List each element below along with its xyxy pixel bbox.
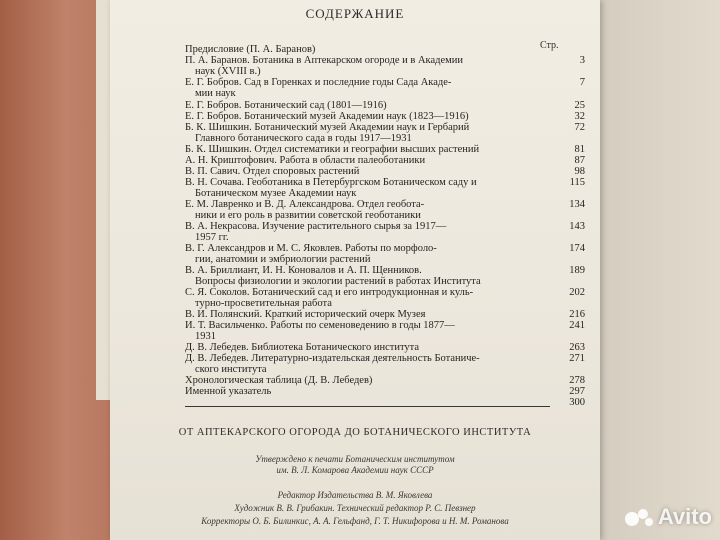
toc-entry-page: 143	[569, 221, 585, 232]
toc-entry-page: 189	[569, 265, 585, 276]
toc-entry-page: 72	[574, 122, 585, 133]
avito-logo-icon	[624, 506, 654, 528]
toc-entry	[185, 77, 585, 99]
toc-entry-page: 216	[569, 309, 585, 320]
toc-entry-text: В. Н. Сочава. Геоботаника в Петербургском Ботаническом саду и	[185, 177, 477, 188]
toc-entry-page: 87	[574, 155, 585, 166]
toc-entry-page: 263	[569, 342, 585, 353]
toc-entry-page: 32	[574, 111, 585, 122]
background-surface-left	[0, 0, 110, 540]
imprint-editor: Редактор Издательства В. М. Яковлева	[277, 490, 433, 500]
toc-entry-text: Д. В. Лебедев. Литературно-издательская деятельность Ботаниче-	[185, 353, 480, 364]
toc-entry-page: 134	[569, 199, 585, 210]
book-page	[110, 0, 600, 540]
toc-entry-page: 174	[569, 243, 585, 254]
toc-entry-page: 278	[569, 375, 585, 386]
toc-entry	[185, 320, 585, 342]
toc-entry-text: В. И. Полянский. Краткий исторический очерк Музея	[185, 309, 426, 320]
toc-entry-text: гии, анатомии и эмбриологии растений	[195, 254, 371, 265]
toc-entry-text: ники и его роль в развитии советской геоботаники	[195, 210, 421, 221]
toc-entry-text: наук (XVIII в.)	[195, 66, 261, 77]
toc-entry-page: 202	[569, 287, 585, 298]
toc-entry-text: Е. М. Лавренко и В. Д. Александрова. Отдел геобота-	[185, 199, 425, 210]
toc-entry-text: 1957 гг.	[195, 232, 229, 243]
toc-entry	[185, 177, 585, 199]
watermark-text: Avito	[657, 504, 712, 529]
toc-entry	[185, 155, 585, 166]
toc-entry-page: 7	[579, 77, 585, 88]
toc-entry-text: А. Н. Криштофович. Работа в области палеоботаники	[185, 155, 426, 166]
toc-entry-text: Е. Г. Бобров. Сад в Горенках и последние годы Сада Акаде-	[185, 77, 452, 88]
toc-entry	[185, 199, 585, 221]
toc-entry-text: И. Т. Васильченко. Работы по семеноведению в годы 1877—	[185, 320, 455, 331]
toc-entry-text: В. П. Савич. Отдел споровых растений	[185, 166, 360, 177]
toc-entry-text: В. А. Некрасова. Изучение растительного сырья за 1917—	[185, 221, 447, 232]
toc-entry	[185, 55, 585, 77]
toc-entry-page: 25	[574, 100, 585, 111]
toc-entry-text: Е. Г. Бобров. Ботанический музей Академии наук (1823—1916)	[185, 111, 469, 122]
toc-entry	[185, 100, 585, 111]
toc-entry-text: С. Я. Соколов. Ботанический сад и его интродукционная и куль-	[185, 287, 474, 298]
toc-entry-page: 3	[579, 55, 585, 66]
contents-heading: СОДЕРЖАНИЕ	[305, 6, 405, 21]
toc-entry-text: Именной указатель	[185, 386, 272, 397]
imprint-artist: Художник В. В. Грибакин. Технический редактор Р. С. Певзнер	[234, 503, 476, 513]
toc-entry-text: П. А. Баранов. Ботаника в Аптекарском огороде и в Академии	[185, 55, 464, 66]
toc-entry-text: Б. К. Шишкин. Ботанический музей Академии наук и Гербарий	[185, 122, 470, 133]
toc-entry	[185, 144, 585, 155]
toc-entry	[185, 342, 585, 353]
toc-entry-text: Е. Г. Бобров. Ботанический сад (1801—1916)	[185, 100, 387, 111]
toc-entry	[185, 166, 585, 177]
book-title: ОТ АПТЕКАРСКОГО ОГОРОДА ДО БОТАНИЧЕСКОГО ИНСТИТУТА	[178, 427, 532, 438]
toc-entry-text: мии наук	[195, 88, 236, 99]
toc-entry-page: 98	[574, 166, 585, 177]
toc-entry	[185, 111, 585, 122]
page-column-label: Стр.	[540, 40, 559, 51]
toc-entry	[185, 353, 585, 375]
toc-entry-text: Д. В. Лебедев. Библиотека Ботанического института	[185, 342, 420, 353]
toc-entry-page: 241	[569, 320, 585, 331]
toc-entry-text: В. А. Бриллиант, И. Н. Коновалов и А. П. Щенников.	[185, 265, 422, 276]
background-surface-right	[580, 0, 720, 540]
toc-entry	[185, 122, 585, 144]
imprint-approval-line-2: им. В. Л. Комарова Академии наук СССР	[276, 465, 434, 475]
toc-entry	[185, 221, 560, 243]
imprint-proofreaders: Корректоры О. Б. Билинкис, А. А. Гельфанд, Г. Т. Никифорова и Н. М. Романова	[201, 516, 509, 526]
toc-entry-text: турно-просветительная работа	[195, 298, 332, 309]
toc-entry-text: Хронологическая таблица (Д. В. Лебедев)	[185, 375, 373, 386]
toc-entry-page: 271	[569, 353, 585, 364]
toc-entry-page: 81	[574, 144, 585, 155]
toc-entry-text: Главного ботанического сада в годы 1917—1931	[195, 133, 412, 144]
toc-entry-text: В. Г. Александров и М. С. Яковлев. Работы по морфоло-	[185, 243, 437, 254]
toc-entry-text: Вопросы физиологии и экологии растений в работах Института	[195, 276, 481, 287]
toc-entry	[185, 287, 585, 309]
toc-entry	[185, 309, 585, 320]
toc-entry-text: ского института	[195, 364, 267, 375]
toc-entry-page: 300	[569, 397, 585, 408]
divider-rule	[185, 406, 550, 407]
toc-entry	[185, 386, 585, 397]
toc-entry-text: Б. К. Шишкин. Отдел систематики и географии высших растений	[185, 144, 480, 155]
avito-watermark	[624, 504, 712, 530]
toc-entry-text: Предисловие (П. А. Баранов)	[185, 44, 316, 55]
toc-entry	[185, 375, 585, 386]
toc-entry-text: 1931	[195, 331, 216, 342]
toc-entry	[185, 243, 585, 265]
toc-entry	[185, 265, 585, 287]
toc-entry-page: 297	[569, 386, 585, 397]
toc-entry-page: 115	[569, 177, 585, 188]
imprint-approval-line-1: Утверждено к печати Ботаническим институтом	[255, 454, 455, 464]
toc-entry-text: Ботаническом музее Академии наук	[195, 188, 357, 199]
toc-entry	[185, 44, 560, 55]
table-of-contents	[110, 0, 600, 410]
